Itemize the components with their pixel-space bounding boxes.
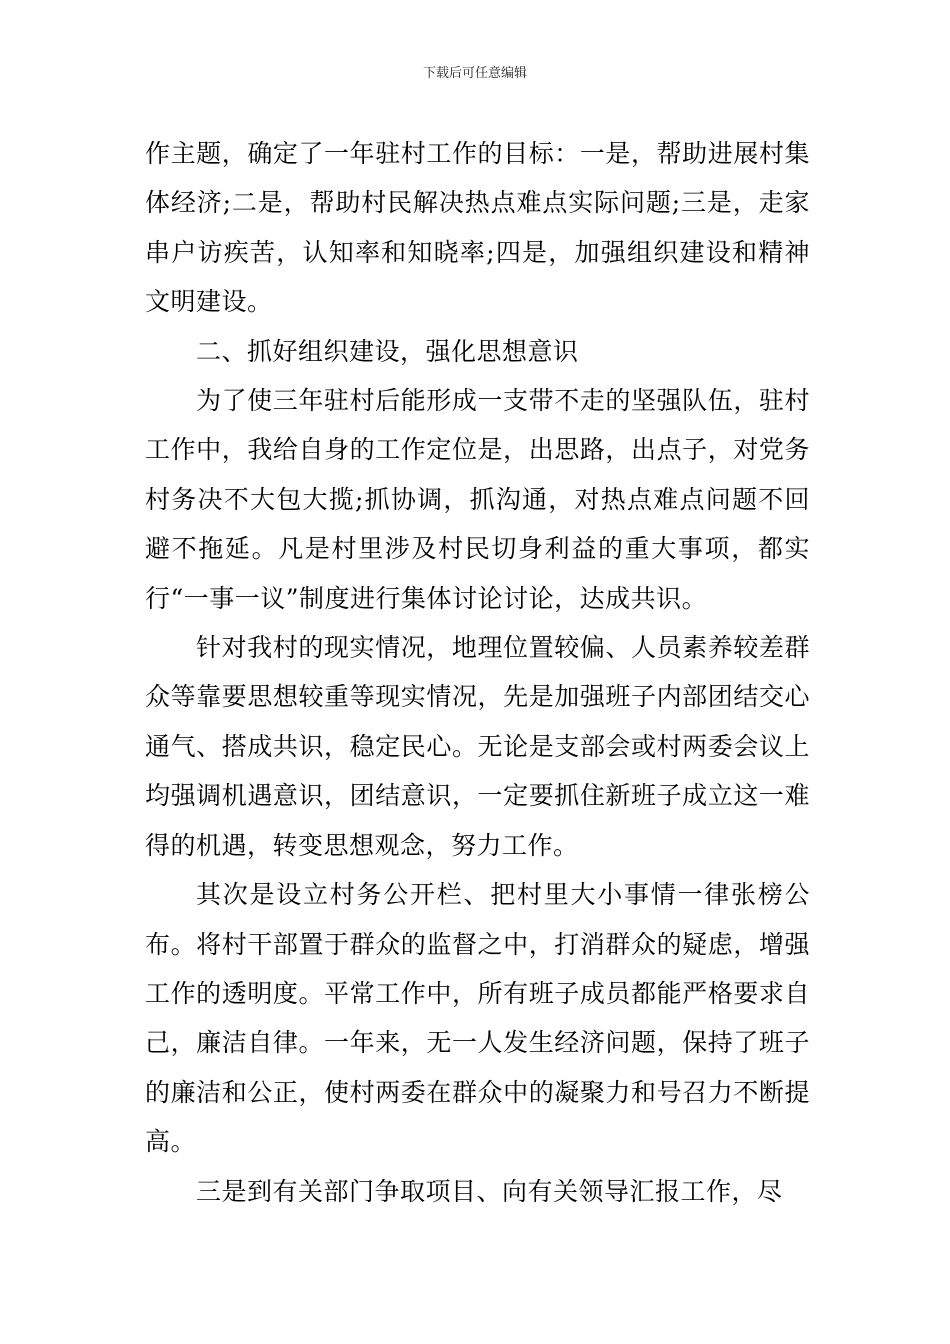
paragraph-team: 为了使三年驻村后能形成一支带不走的坚强队伍，驻村工作中，我给自身的工作定位是，出思路，出点子，对党务村务决不大包大揽;抓协调，抓沟通，对热点难点问题不回避不拖延。凡是村里涉及村民切身利益的重大事项，都实行“一事一议”制度进行集体讨论讨论，达成共识。 <box>145 386 810 613</box>
paragraph-transparency: 其次是设立村务公开栏、把村里大小事情一律张榜公布。将村干部置于群众的监督之中，打消群众的疑虑，增强工作的透明度。平常工作中，所有班子成员都能严格要求自己，廉洁自律。一年来，无一人发生经济问题，保持了班子的廉洁和公正，使村两委在群众中的凝聚力和号召力不断提高。 <box>145 880 810 1157</box>
paragraph-situation: 针对我村的现实情况，地理位置较偏、人员素养较差群众等靠要思想较重等现实情况，先是加强班子内部团结交心通气、搭成共识，稳定民心。无论是支部会或村两委会议上均强调机遇意识，团结意识，一定要抓住新班子成立这一难得的机遇，转变思想观念，努力工作。 <box>145 633 810 860</box>
document-body <box>145 129 810 1216</box>
paragraph-goals: 作主题，确定了一年驻村工作的目标：一是，帮助进展村集体经济;二是，帮助村民解决热点难点实际问题;三是，走家串户访疾苦，认知率和知晓率;四是，加强组织建设和精神文明建设。 <box>145 139 810 317</box>
page-header: 下载后可任意编辑 <box>422 66 527 81</box>
paragraph-projects: 三是到有关部门争取项目、向有关领导汇报工作，尽 <box>196 1176 783 1206</box>
section-heading: 二、抓好组织建设，强化思想意识 <box>196 336 579 366</box>
